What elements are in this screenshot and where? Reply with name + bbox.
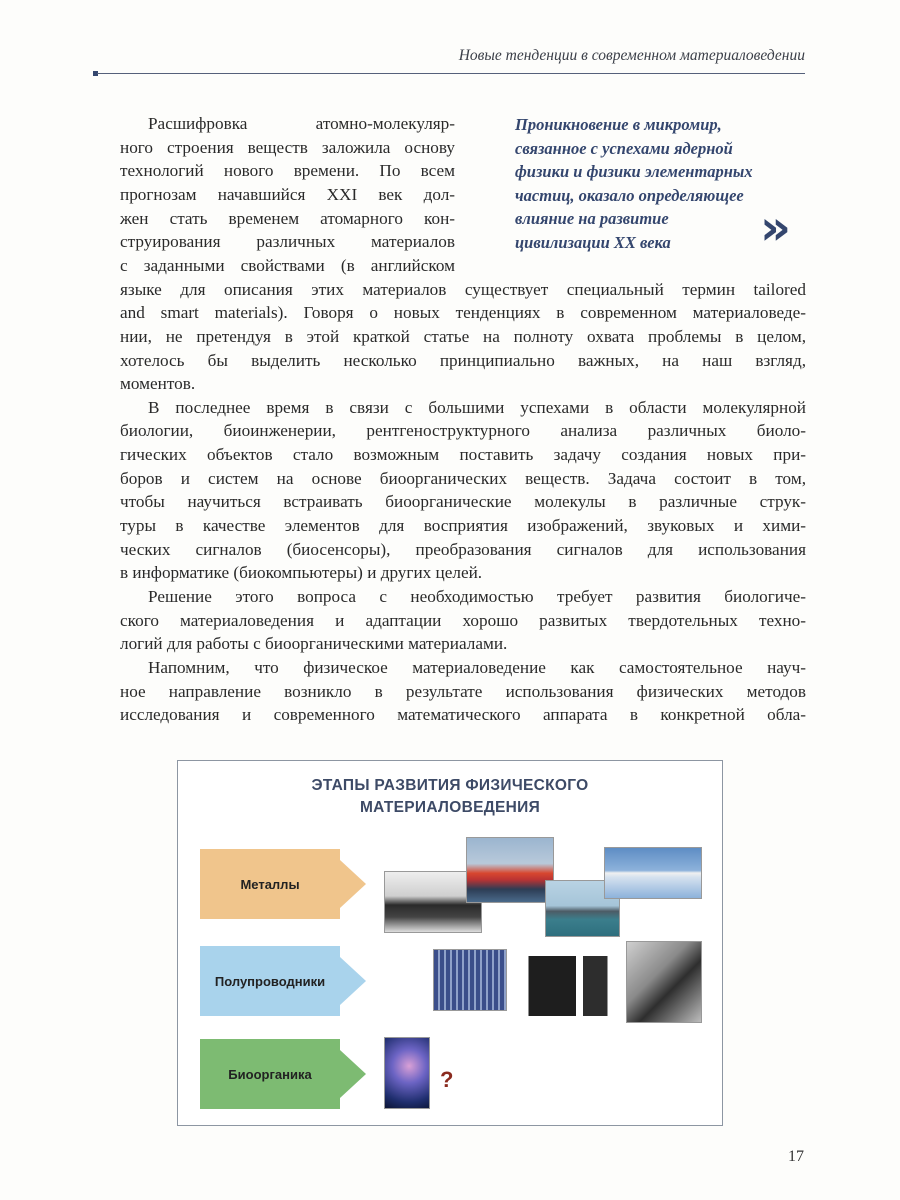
body-line: ческих сигналов (биосенсоры), преобразования сигналов для использования <box>120 539 806 559</box>
stage-label: Полупроводники <box>214 973 326 989</box>
computer-photo <box>523 956 611 1016</box>
body-line: ное направление возникло в результате использования физических методов <box>120 681 806 701</box>
airplane-photo <box>604 847 702 899</box>
pull-quote-line: цивилизации XX века <box>515 232 671 252</box>
pull-quote-line: Проникновение в микромир, <box>515 115 722 134</box>
pull-quote-line: частиц, оказало определяющее <box>515 185 744 205</box>
body-line: чтобы научиться встраивать биоорганические молекулы в различные струк- <box>120 492 806 512</box>
figure-title <box>178 775 722 819</box>
body-line: Расшифровка атомно-молекуляр- <box>148 114 455 133</box>
pull-quote-line: влияние на развитие <box>515 209 669 228</box>
body-line: жен стать временем атомарного кон- <box>120 208 455 228</box>
figure-title-line: МАТЕРИАЛОВЕДЕНИЯ <box>359 799 541 816</box>
body-line: технологий нового времени. По всем <box>120 161 455 181</box>
body-line: с заданными свойствами (в английском <box>120 255 455 275</box>
body-line: биологии, биоинженерии, рентгеноструктурного анализа различных биоло- <box>120 421 806 441</box>
body-line: ского материаловедения и адаптации хорошо развитых твердотельных техно- <box>120 610 806 630</box>
arrow-icon <box>340 860 366 908</box>
stage-box-bioorganics <box>200 1039 340 1109</box>
pull-quote <box>515 113 795 254</box>
page-number: 17 <box>788 1148 804 1165</box>
stage-box-semiconductors <box>200 946 340 1016</box>
body-line: and smart materials). Говоря о новых тенденциях в современном материаловеде- <box>120 303 806 323</box>
body-line: Решение этого вопроса с необходимостью требует развития биологиче- <box>148 587 806 606</box>
body-line: гических объектов стало возможным поставить задачу создания новых при- <box>120 445 806 465</box>
body-line: Напомним, что физическое материаловедение как самостоятельное науч- <box>148 657 806 677</box>
pull-quote-line: физики и физики элементарных <box>515 162 753 181</box>
arrow-icon <box>340 957 366 1005</box>
stage-label: Биоорганика <box>228 1066 312 1082</box>
body-line: боров и систем на основе биоорганических веществ. Задача состоит в том, <box>120 468 806 488</box>
double-chevron-right-icon: » <box>760 200 792 256</box>
body-line: ного строения веществ заложила основу <box>120 137 455 157</box>
body-line: прогнозам начавшийся XXI век дол- <box>120 184 455 204</box>
body-line: В последнее время в связи с большими успехами в области молекулярной <box>148 397 806 417</box>
arrow-icon <box>340 1050 366 1098</box>
figure-stages-diagram <box>177 760 723 1126</box>
body-line: исследования и современного математического аппарата в конкретной обла- <box>120 705 806 725</box>
body-line: в информатике (биокомпьютеры) и других целей. <box>120 563 483 583</box>
body-line: логий для работы с биоорганическими материалами. <box>120 634 508 654</box>
header-rule <box>97 73 805 74</box>
equipment-photo <box>626 941 702 1023</box>
figure-title-line: ЭТАПЫ РАЗВИТИЯ ФИЗИЧЕСКОГО <box>311 777 589 794</box>
motherboard-photo <box>433 949 507 1011</box>
body-line: туры в качестве элементов для восприятия изображений, звуковых и хими- <box>120 516 806 536</box>
body-line: моментов. <box>120 374 196 394</box>
stage-label: Металлы <box>240 876 300 892</box>
stage-box-metals <box>200 849 340 919</box>
body-line: нии, не претендуя в этой краткой статье на полноту охвата проблемы в целом, <box>120 326 806 346</box>
body-line: хотелось бы выделить несколько принципиально важных, на наш взгляд, <box>120 350 806 370</box>
body-line: языке для описания этих материалов существует специальный термин tailored <box>120 279 806 299</box>
running-header: Новые тенденции в современном материаловедении <box>458 47 805 64</box>
question-mark: ? <box>440 1067 454 1092</box>
brain-photo <box>384 1037 430 1109</box>
icebreaker-photo <box>466 837 554 903</box>
pull-quote-line: связанное с успехами ядерной <box>515 138 733 158</box>
body-line: струирования различных материалов <box>120 232 455 252</box>
